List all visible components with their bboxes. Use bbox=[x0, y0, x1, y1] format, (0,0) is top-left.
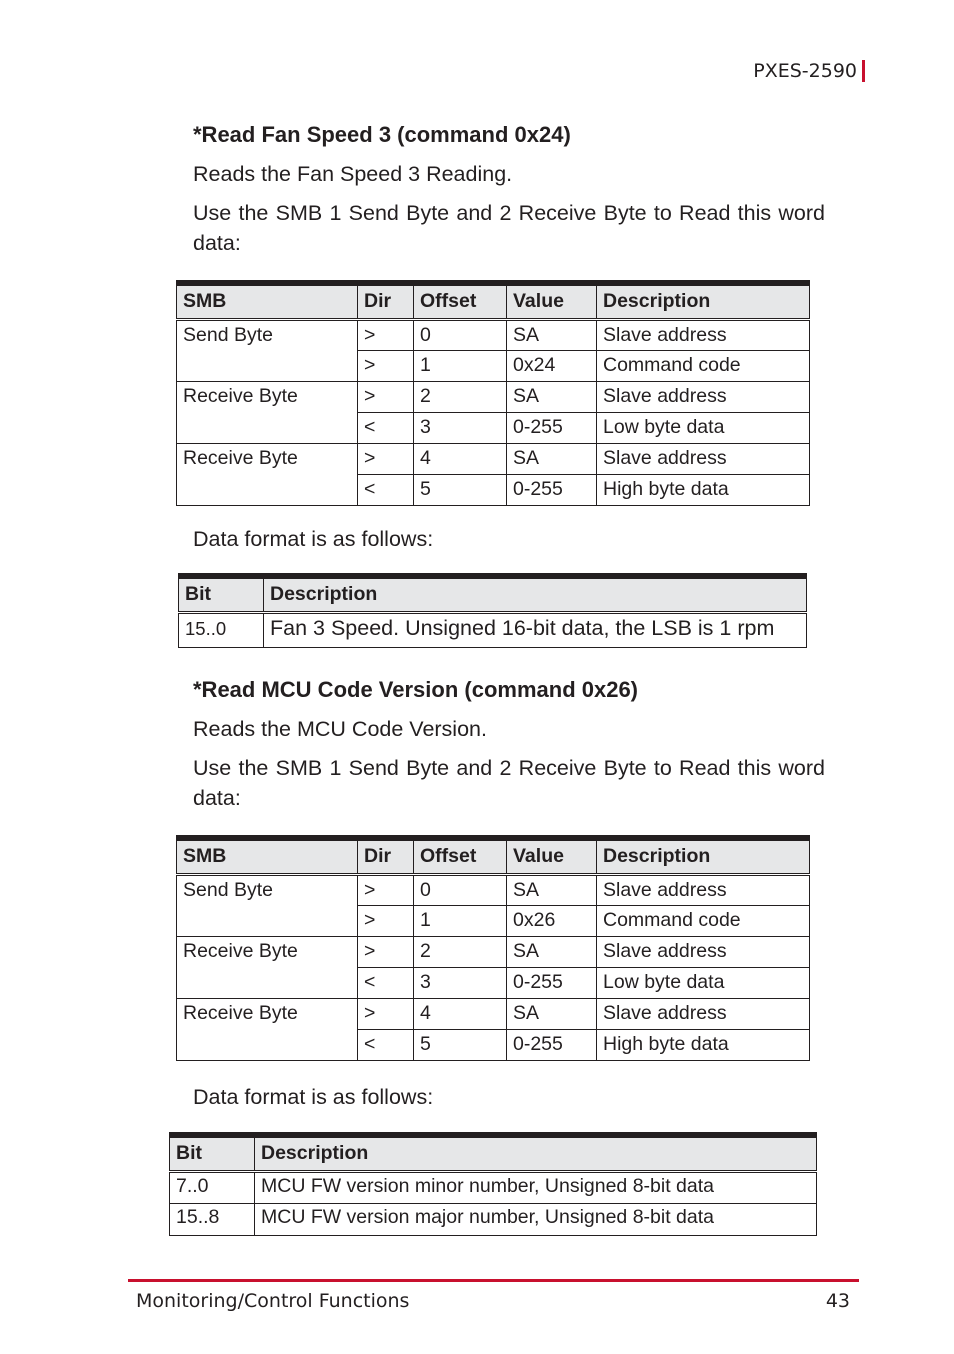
col-header-bit: Bit bbox=[179, 576, 264, 612]
cell-dir: > bbox=[358, 319, 414, 350]
col-header-value: Value bbox=[507, 838, 597, 874]
table-row bbox=[177, 443, 810, 474]
footer-divider bbox=[128, 1279, 859, 1282]
col-header-dir: Dir bbox=[358, 283, 414, 319]
section1-title: *Read Fan Speed 3 (command 0x24) bbox=[193, 122, 571, 147]
section1-instruction: Use the SMB 1 Send Byte and 2 Receive Byte to Read this word data: bbox=[193, 201, 825, 255]
cell-value: 0-255 bbox=[507, 474, 597, 505]
cell-offset: 2 bbox=[414, 381, 507, 412]
cell-dir: > bbox=[358, 350, 414, 381]
section2-desc: Reads the MCU Code Version. bbox=[193, 717, 487, 741]
col-header-description: Description bbox=[597, 283, 810, 319]
table-header-row bbox=[179, 576, 807, 612]
cell-offset: 3 bbox=[414, 967, 507, 998]
cell-offset: 0 bbox=[414, 874, 507, 905]
cell-dir: < bbox=[358, 967, 414, 998]
section2-bit-table bbox=[169, 1132, 817, 1236]
table-row bbox=[177, 936, 810, 967]
cell-value: 0x26 bbox=[507, 905, 597, 936]
cell-value: 0-255 bbox=[507, 1029, 597, 1060]
col-header-description: Description bbox=[255, 1135, 817, 1171]
section1-smb-table bbox=[176, 280, 810, 506]
cell-description: Low byte data bbox=[597, 412, 810, 443]
section2-smb-table bbox=[176, 835, 810, 1061]
cell-offset: 1 bbox=[414, 350, 507, 381]
section2-instruction: Use the SMB 1 Send Byte and 2 Receive Byte to Read this word data: bbox=[193, 756, 825, 810]
cell-offset: 5 bbox=[414, 474, 507, 505]
table-row bbox=[177, 874, 810, 905]
cell-value: 0-255 bbox=[507, 967, 597, 998]
table-header-row bbox=[170, 1135, 817, 1171]
table-row bbox=[179, 612, 807, 647]
cell-value: SA bbox=[507, 381, 597, 412]
cell-offset: 2 bbox=[414, 936, 507, 967]
table-row bbox=[177, 319, 810, 350]
cell-smb: Send Byte bbox=[177, 874, 358, 936]
cell-offset: 5 bbox=[414, 1029, 507, 1060]
table-row bbox=[170, 1203, 817, 1235]
cell-offset: 3 bbox=[414, 412, 507, 443]
col-header-smb: SMB bbox=[177, 838, 358, 874]
footer-section-name: Monitoring/Control Functions bbox=[136, 1290, 410, 1312]
cell-description: Slave address bbox=[597, 936, 810, 967]
table-header-row bbox=[177, 283, 810, 319]
cell-dir: > bbox=[358, 936, 414, 967]
cell-description: Command code bbox=[597, 350, 810, 381]
cell-description: Slave address bbox=[597, 874, 810, 905]
cell-smb: Receive Byte bbox=[177, 998, 358, 1060]
cell-dir: > bbox=[358, 874, 414, 905]
section1-desc: Reads the Fan Speed 3 Reading. bbox=[193, 162, 513, 186]
header-accent-bar bbox=[862, 60, 865, 82]
product-name: PXES-2590 bbox=[753, 60, 857, 82]
cell-value: SA bbox=[507, 936, 597, 967]
cell-smb: Send Byte bbox=[177, 319, 358, 381]
col-header-offset: Offset bbox=[414, 283, 507, 319]
col-header-value: Value bbox=[507, 283, 597, 319]
cell-dir: > bbox=[358, 381, 414, 412]
cell-bit: 15..0 bbox=[179, 612, 264, 647]
cell-smb: Receive Byte bbox=[177, 936, 358, 998]
cell-description: Slave address bbox=[597, 998, 810, 1029]
cell-description: MCU FW version major number, Unsigned 8-bit data bbox=[255, 1203, 817, 1235]
cell-offset: 4 bbox=[414, 443, 507, 474]
table-header-row bbox=[177, 838, 810, 874]
cell-description: Command code bbox=[597, 905, 810, 936]
cell-description: MCU FW version minor number, Unsigned 8-bit data bbox=[255, 1171, 817, 1203]
cell-offset: 1 bbox=[414, 905, 507, 936]
cell-value: 0x24 bbox=[507, 350, 597, 381]
cell-value: 0-255 bbox=[507, 412, 597, 443]
cell-dir: < bbox=[358, 412, 414, 443]
cell-description: Low byte data bbox=[597, 967, 810, 998]
cell-description: High byte data bbox=[597, 1029, 810, 1060]
col-header-offset: Offset bbox=[414, 838, 507, 874]
cell-value: SA bbox=[507, 998, 597, 1029]
col-header-dir: Dir bbox=[358, 838, 414, 874]
cell-description: Fan 3 Speed. Unsigned 16-bit data, the LSB is 1 rpm bbox=[264, 612, 807, 647]
page-header bbox=[753, 60, 865, 82]
section1-format-label: Data format is as follows: bbox=[193, 527, 434, 551]
table-row bbox=[170, 1171, 817, 1203]
cell-bit: 7..0 bbox=[170, 1171, 255, 1203]
page-number: 43 bbox=[825, 1290, 850, 1312]
cell-smb: Receive Byte bbox=[177, 381, 358, 443]
col-header-description: Description bbox=[264, 576, 807, 612]
col-header-smb: SMB bbox=[177, 283, 358, 319]
cell-description: High byte data bbox=[597, 474, 810, 505]
section2-title: *Read MCU Code Version (command 0x26) bbox=[193, 677, 639, 702]
cell-bit: 15..8 bbox=[170, 1203, 255, 1235]
cell-dir: < bbox=[358, 474, 414, 505]
cell-value: SA bbox=[507, 874, 597, 905]
section1-bit-table bbox=[178, 573, 807, 648]
cell-offset: 4 bbox=[414, 998, 507, 1029]
cell-dir: > bbox=[358, 443, 414, 474]
cell-offset: 0 bbox=[414, 319, 507, 350]
col-header-bit: Bit bbox=[170, 1135, 255, 1171]
col-header-description: Description bbox=[597, 838, 810, 874]
cell-description: Slave address bbox=[597, 381, 810, 412]
cell-dir: > bbox=[358, 998, 414, 1029]
cell-dir: < bbox=[358, 1029, 414, 1060]
cell-dir: > bbox=[358, 905, 414, 936]
cell-value: SA bbox=[507, 319, 597, 350]
section2-format-label: Data format is as follows: bbox=[193, 1085, 434, 1109]
table-row bbox=[177, 998, 810, 1029]
table-row bbox=[177, 381, 810, 412]
cell-description: Slave address bbox=[597, 319, 810, 350]
cell-description: Slave address bbox=[597, 443, 810, 474]
cell-smb: Receive Byte bbox=[177, 443, 358, 505]
cell-value: SA bbox=[507, 443, 597, 474]
